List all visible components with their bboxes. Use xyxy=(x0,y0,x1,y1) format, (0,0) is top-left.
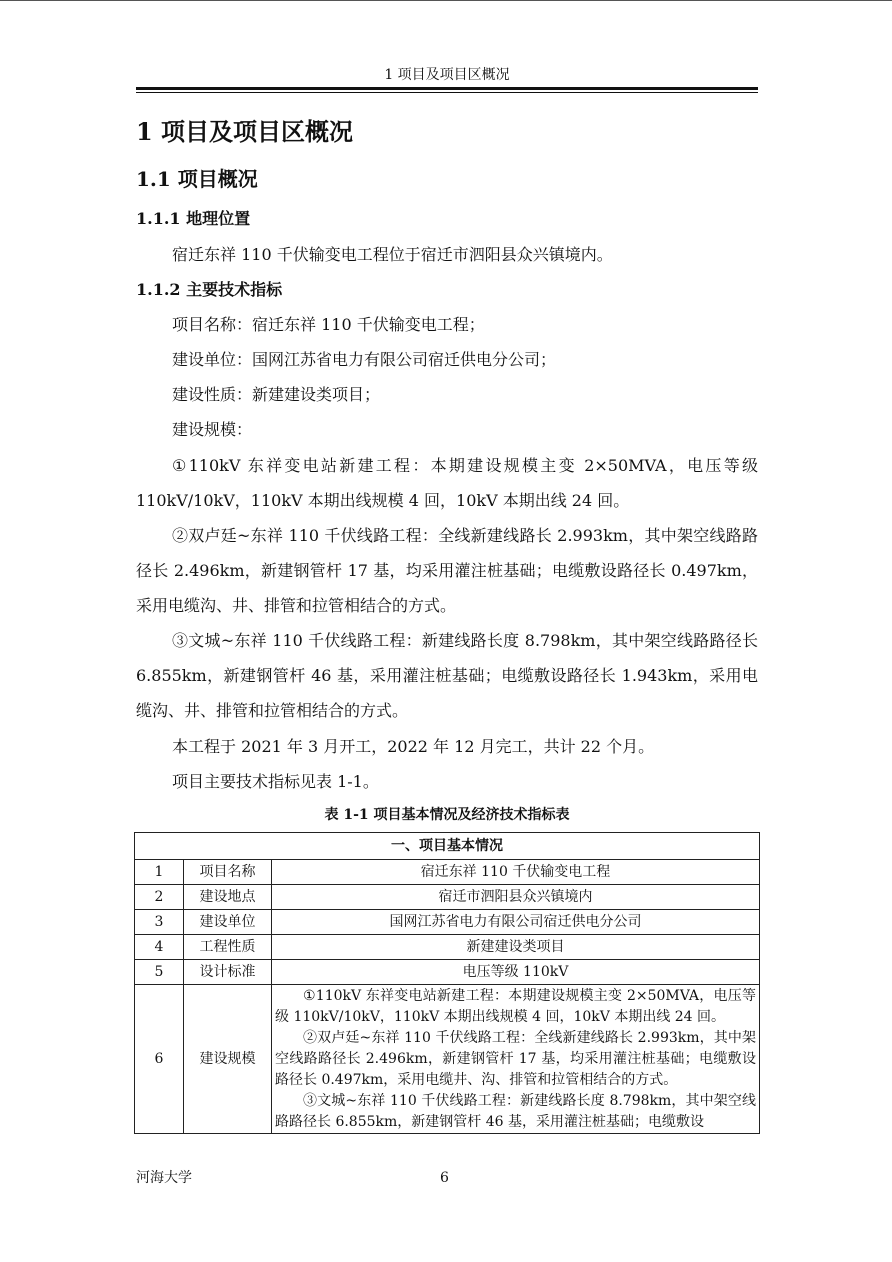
row-label: 建设单位 xyxy=(184,910,272,935)
chapter-heading: 1 项目及项目区概况 xyxy=(136,117,354,146)
project-info-table xyxy=(134,832,760,1134)
row-value: 电压等级 110kV xyxy=(272,960,760,985)
scale-paragraph-3: ③文城~东祥 110 千伏线路工程：新建线路长度 8.798km，其中架空线路路径长 6.855km，新建钢管杆 46 基，采用灌注桩基础；电缆敷设 xyxy=(275,1093,756,1130)
table-row xyxy=(135,860,760,885)
page-number: 6 xyxy=(440,1170,449,1186)
table-row xyxy=(135,935,760,960)
row-value: 宿迁市泗阳县众兴镇境内 xyxy=(272,885,760,910)
header-rule-thick xyxy=(136,87,758,90)
row-value: 国网江苏省电力有限公司宿迁供电分公司 xyxy=(272,910,760,935)
page-top-border xyxy=(0,0,892,1)
table-row-scale xyxy=(135,985,760,1134)
table-caption: 表 1-1 项目基本情况及经济技术指标表 xyxy=(324,807,570,823)
row-number: 4 xyxy=(135,935,184,960)
table-row xyxy=(135,960,760,985)
table-section-title: 一、项目基本情况 xyxy=(135,833,760,860)
row-number: 6 xyxy=(135,985,184,1134)
scale-item-2: ②双卢廷~东祥 110 千伏线路工程：全线新建线路长 2.993km，其中架空线路路径长 2.496km，新建钢管杆 17 基，均采用灌注桩基础；电缆敷设路径长 0.497km，采用电缆沟、井、排管和拉管相结合的方式。 xyxy=(136,526,758,615)
table-row xyxy=(135,910,760,935)
row-number: 5 xyxy=(135,960,184,985)
row-label: 建设地点 xyxy=(184,885,272,910)
section-heading: 1.1 项目概况 xyxy=(136,167,258,191)
scale-paragraph-2: ②双卢廷~东祥 110 千伏线路工程：全线新建线路长 2.993km，其中架空线路路径长 2.496km，新建钢管杆 17 基，均采用灌注桩基础；电缆敷设路径长 0.497km，采用电缆井、沟、排管和拉管相结合的方式。 xyxy=(275,1030,756,1088)
project-name-line: 项目名称：宿迁东祥 110 千伏输变电工程； xyxy=(172,315,485,334)
table-section-row xyxy=(135,833,760,860)
row-value-scale xyxy=(272,985,760,1134)
scale-paragraph-1: ①110kV 东祥变电站新建工程：本期建设规模主变 2×50MVA，电压等级 110kV/10kV，110kV 本期出线规模 4 回，10kV 本期出线 24 回。 xyxy=(275,988,756,1025)
table-row xyxy=(135,885,760,910)
row-value: 新建建设类项目 xyxy=(272,935,760,960)
row-label: 建设规模 xyxy=(184,985,272,1134)
subsection-heading-tech: 1.1.2 主要技术指标 xyxy=(136,280,283,299)
scale-item-3: ③文城~东祥 110 千伏线路工程：新建线路长度 8.798km，其中架空线路路径长 6.855km，新建钢管杆 46 基，采用灌注桩基础；电缆敷设路径长 1.943km，采用电缆沟、井、排管和拉管相结合的方式。 xyxy=(136,631,758,720)
running-header: 1 项目及项目区概况 xyxy=(384,67,510,83)
scale-line: 建设规模： xyxy=(172,420,253,439)
row-value: 宿迁东祥 110 千伏输变电工程 xyxy=(272,860,760,885)
row-label: 工程性质 xyxy=(184,935,272,960)
row-number: 3 xyxy=(135,910,184,935)
subsection-heading-geo: 1.1.1 地理位置 xyxy=(136,209,251,228)
scale-item-1: ①110kV 东祥变电站新建工程：本期建设规模主变 2×50MVA，电压等级 110kV/10kV，110kV 本期出线规模 4 回，10kV 本期出线 24 回。 xyxy=(136,456,758,510)
row-number: 1 xyxy=(135,860,184,885)
row-label: 项目名称 xyxy=(184,860,272,885)
row-number: 2 xyxy=(135,885,184,910)
table-reference: 项目主要技术指标见表 1-1。 xyxy=(172,772,379,791)
header-rule-thin xyxy=(136,92,758,93)
row-label: 设计标准 xyxy=(184,960,272,985)
nature-line: 建设性质：新建建设类项目； xyxy=(172,385,381,404)
footer-institution: 河海大学 xyxy=(136,1170,192,1186)
builder-line: 建设单位：国网江苏省电力有限公司宿迁供电分公司； xyxy=(172,350,557,369)
schedule-paragraph: 本工程于 2021 年 3 月开工，2022 年 12 月完工，共计 22 个月。 xyxy=(172,737,655,756)
geo-paragraph: 宿迁东祥 110 千伏输变电工程位于宿迁市泗阳县众兴镇境内。 xyxy=(172,245,613,264)
